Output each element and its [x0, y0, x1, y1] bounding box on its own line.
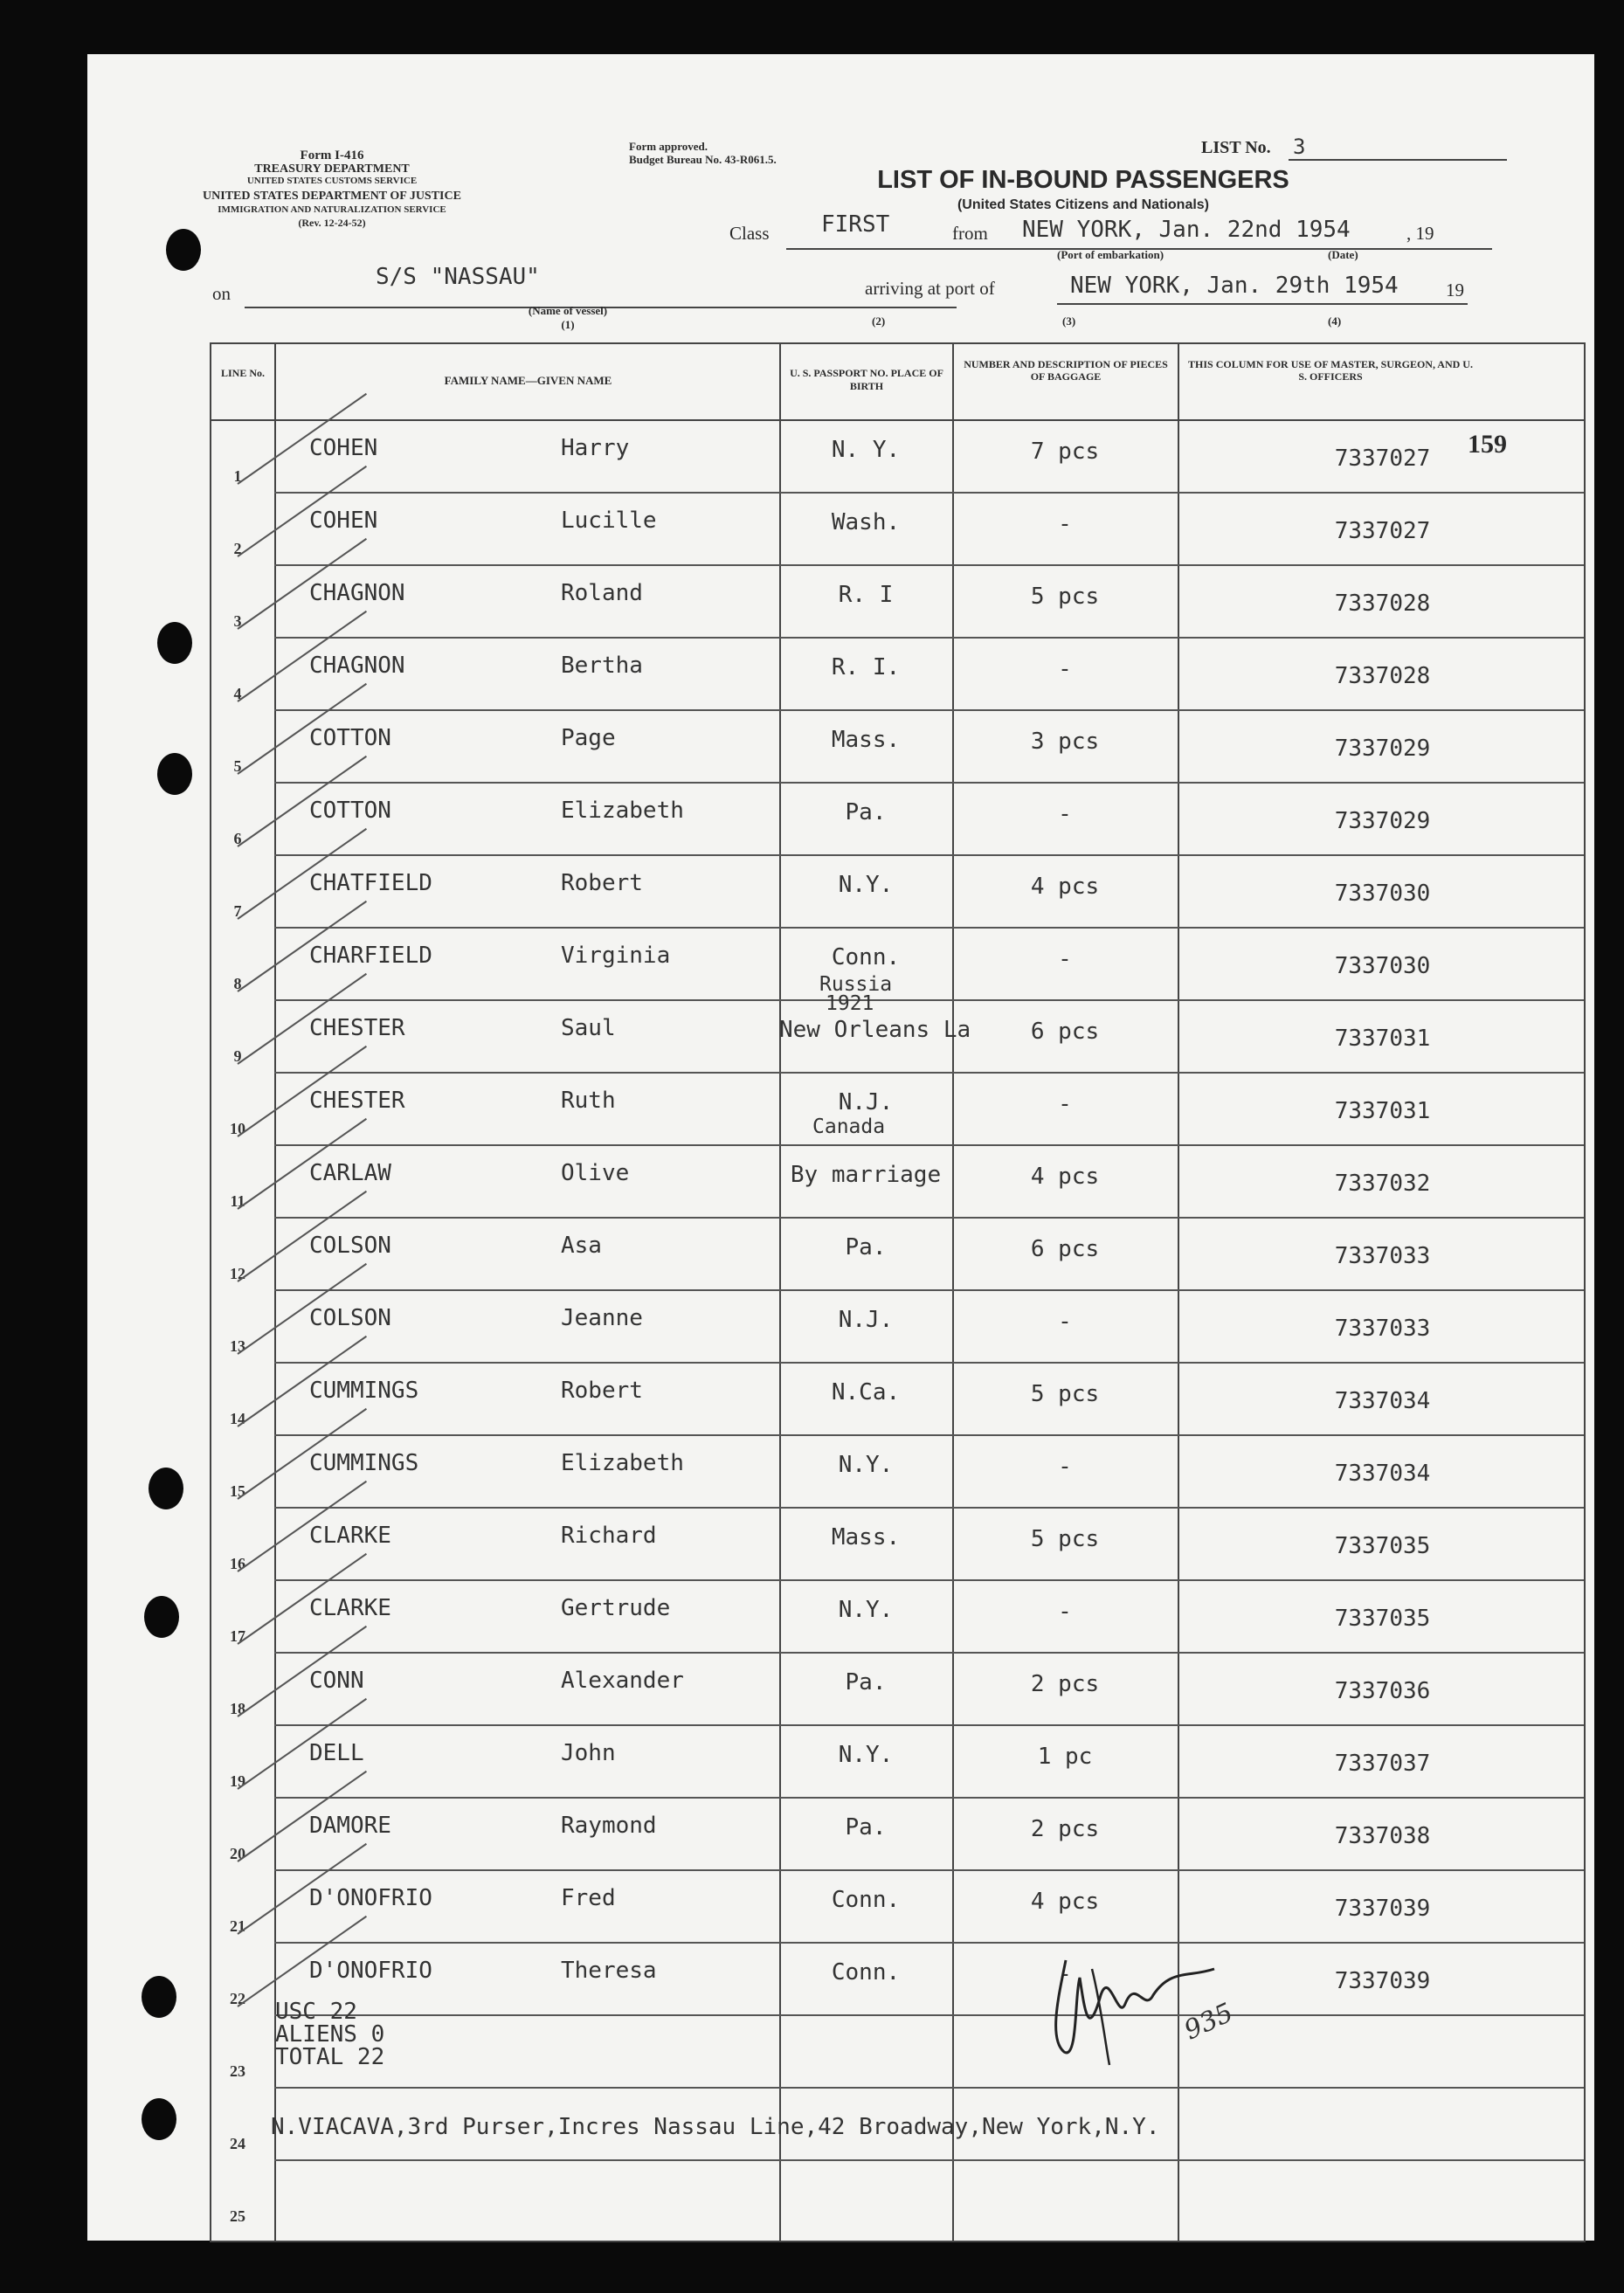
- summary-usc: USC 22: [275, 1999, 357, 2025]
- passenger-table: [210, 342, 1586, 2242]
- given-name: Elizabeth: [561, 798, 684, 824]
- place-of-birth: Conn.: [831, 944, 901, 970]
- officer-code: 7337037: [1334, 1751, 1431, 1777]
- col-num-3: (3): [1062, 314, 1076, 328]
- line-number: 20: [230, 1845, 245, 1862]
- officer-code: 7337035: [1334, 1606, 1431, 1632]
- purser-line: N.VIACAVA,3rd Purser,Incres Nassau Line,42 Broadway,New York,N.Y.: [271, 2114, 1160, 2140]
- officer-code: 7337027: [1334, 445, 1431, 472]
- family-name: CHAGNON: [309, 653, 405, 679]
- given-name: Saul: [561, 1015, 616, 1041]
- date-caption: (Date): [1328, 248, 1358, 261]
- table-row: [211, 1362, 1584, 1434]
- place-of-birth: New Orleans La: [779, 1017, 971, 1043]
- family-name: CHESTER: [309, 1088, 405, 1114]
- summary-total: TOTAL 22: [275, 2044, 385, 2070]
- binder-hole: [149, 1468, 183, 1509]
- baggage: 3 pcs: [1030, 729, 1100, 755]
- baggage: -: [1058, 1309, 1072, 1335]
- table-row: [211, 1942, 1584, 2014]
- justice-dept: UNITED STATES DEPARTMENT OF JUSTICE: [203, 190, 461, 203]
- line-number: 7: [233, 902, 242, 920]
- binder-hole: [157, 622, 192, 664]
- officer-code: 7337030: [1334, 881, 1431, 907]
- year-suffix-2: 19: [1446, 280, 1464, 300]
- officer-code: 7337033: [1334, 1243, 1431, 1269]
- line-number: 23: [230, 2062, 245, 2080]
- place-of-birth: Pa.: [845, 1814, 887, 1841]
- header-officers: THIS COLUMN FOR USE OF MASTER, SURGEON, AND U. S. OFFICERS: [1188, 358, 1473, 383]
- place-of-birth: Conn.: [831, 1959, 901, 1986]
- baggage: 5 pcs: [1030, 1526, 1100, 1552]
- col-num-4: (4): [1328, 314, 1342, 328]
- from-value: NEW YORK, Jan. 22nd 1954: [1022, 217, 1351, 243]
- year-suffix: , 19: [1406, 223, 1434, 244]
- family-name: COLSON: [309, 1305, 391, 1331]
- given-name: Elizabeth: [561, 1450, 684, 1476]
- family-name: CLARKE: [309, 1595, 391, 1621]
- family-name: COHEN: [309, 435, 378, 461]
- place-of-birth: N.Y.: [838, 1742, 894, 1768]
- form-number: Form I-416: [300, 148, 364, 162]
- place-of-birth: By marriage: [790, 1162, 942, 1188]
- binder-hole: [142, 1976, 176, 2018]
- officer-code: 7337027: [1334, 518, 1431, 544]
- line-number: 24: [230, 2135, 245, 2152]
- line-number: 21: [230, 1917, 245, 1935]
- family-name: CHATFIELD: [309, 870, 432, 896]
- place-of-birth: N.Y.: [838, 1597, 894, 1623]
- place-of-birth: Conn.: [831, 1887, 901, 1913]
- signature: [1040, 1943, 1267, 2074]
- place-of-birth: Wash.: [831, 509, 901, 535]
- binder-hole: [142, 2098, 176, 2140]
- form-title: LIST OF IN-BOUND PASSENGERS: [877, 166, 1289, 194]
- ins-service: IMMIGRATION AND NATURALIZATION SERVICE: [218, 204, 446, 215]
- officer-code: 7337033: [1334, 1316, 1431, 1342]
- baggage: -: [1058, 1599, 1072, 1625]
- place-of-birth: N. Y.: [831, 437, 901, 463]
- given-name: Alexander: [561, 1668, 684, 1694]
- from-label: from: [952, 223, 988, 244]
- baggage: 6 pcs: [1030, 1019, 1100, 1045]
- officer-code: 7337028: [1334, 663, 1431, 689]
- baggage: 1 pc: [1037, 1744, 1093, 1770]
- given-name: Asa: [561, 1233, 602, 1259]
- given-name: Jeanne: [561, 1305, 643, 1331]
- line-number: 11: [230, 1192, 245, 1210]
- given-name: Roland: [561, 580, 643, 606]
- baggage: 4 pcs: [1030, 1164, 1100, 1190]
- arriving-label: arriving at port of: [865, 278, 995, 299]
- place-of-birth: Pa.: [845, 1234, 887, 1260]
- family-name: COTTON: [309, 725, 391, 751]
- table-row: [211, 1144, 1584, 1217]
- officer-code: 7337032: [1334, 1171, 1431, 1197]
- baggage: 4 pcs: [1030, 874, 1100, 900]
- class-label: Class: [729, 223, 770, 244]
- table-row: [211, 782, 1584, 854]
- customs-service: UNITED STATES CUSTOMS SERVICE: [246, 176, 418, 186]
- officer-code: 7337039: [1334, 1968, 1431, 1994]
- given-name: Page: [561, 725, 616, 751]
- place-of-birth: Pa.: [845, 1669, 887, 1696]
- line-number: 9: [233, 1047, 242, 1065]
- class-value: FIRST: [821, 211, 890, 238]
- table-row: [211, 1507, 1584, 1579]
- officer-code: 7337028: [1334, 591, 1431, 617]
- family-name: COHEN: [309, 508, 378, 534]
- line-number: 16: [230, 1555, 245, 1572]
- place-of-birth: N.Ca.: [831, 1379, 901, 1405]
- baggage: -: [1058, 1961, 1072, 1987]
- baggage: 6 pcs: [1030, 1236, 1100, 1262]
- family-name: CHARFIELD: [309, 943, 432, 969]
- place-of-birth: Mass.: [831, 727, 901, 753]
- given-name: Raymond: [561, 1813, 657, 1839]
- line-number: 4: [233, 685, 242, 702]
- officer-code: 7337034: [1334, 1461, 1431, 1487]
- baggage: 7 pcs: [1030, 439, 1100, 465]
- line-number: 5: [233, 757, 242, 775]
- place-of-birth: N.J.: [838, 1307, 894, 1333]
- given-name: Virginia: [561, 943, 671, 969]
- vessel-caption: (Name of vessel): [528, 304, 608, 317]
- table-row: [211, 1724, 1584, 1797]
- page-number: 159: [1468, 430, 1507, 459]
- baggage: 2 pcs: [1030, 1816, 1100, 1842]
- place-of-birth: Pa.: [845, 799, 887, 825]
- line-number: 8: [233, 975, 242, 992]
- table-row: [211, 492, 1584, 564]
- place-of-birth: R. I: [838, 582, 894, 608]
- table-row: [211, 1217, 1584, 1289]
- revision: (Rev. 12-24-52): [298, 217, 366, 229]
- baggage: -: [1058, 801, 1072, 827]
- arrival-port-date: NEW YORK, Jan. 29th 1954: [1070, 273, 1399, 299]
- table-row: [211, 709, 1584, 782]
- family-name: DAMORE: [309, 1813, 391, 1839]
- list-label: LIST No.: [1201, 138, 1271, 157]
- table-row: [211, 1072, 1584, 1144]
- officer-code: 7337031: [1334, 1098, 1431, 1124]
- table-row: [211, 1797, 1584, 1869]
- table-row: [211, 999, 1584, 1072]
- place-of-birth: N.Y.: [838, 872, 894, 898]
- line-number: 18: [230, 1700, 245, 1717]
- port-embark-caption: (Port of embarkation): [1057, 248, 1164, 261]
- on-label: on: [212, 283, 231, 304]
- line-number: 1: [233, 467, 242, 485]
- family-name: CUMMINGS: [309, 1450, 419, 1476]
- family-name: CARLAW: [309, 1160, 391, 1186]
- table-row: [211, 1652, 1584, 1724]
- binder-hole: [144, 1596, 179, 1638]
- officer-code: 7337039: [1334, 1896, 1431, 1922]
- family-name: CLARKE: [309, 1523, 391, 1549]
- family-name: COLSON: [309, 1233, 391, 1259]
- line-number: 13: [230, 1337, 245, 1355]
- table-row: [211, 1869, 1584, 1942]
- table-row: [211, 637, 1584, 709]
- table-row: [211, 1579, 1584, 1652]
- header-baggage: NUMBER AND DESCRIPTION OF PIECES OF BAGGAGE: [964, 358, 1168, 383]
- baggage: -: [1058, 656, 1072, 682]
- officer-code: 7337038: [1334, 1823, 1431, 1849]
- summary-aliens: ALIENS 0: [275, 2021, 385, 2048]
- officer-code: 7337035: [1334, 1533, 1431, 1559]
- given-name: Bertha: [561, 653, 643, 679]
- given-name: Ruth: [561, 1088, 616, 1114]
- family-name: CUMMINGS: [309, 1378, 419, 1404]
- birth-note-canada: Canada: [812, 1115, 886, 1138]
- line-number: 25: [230, 2207, 245, 2225]
- line-number: 2: [233, 540, 242, 557]
- given-name: Robert: [561, 1378, 643, 1404]
- officer-code: 7337031: [1334, 1026, 1431, 1052]
- place-of-birth: N.Y.: [838, 1452, 894, 1478]
- family-name: CHAGNON: [309, 580, 405, 606]
- line-number: 19: [230, 1772, 245, 1790]
- baggage: -: [1058, 1454, 1072, 1480]
- given-name: Lucille: [561, 508, 657, 534]
- family-name: COTTON: [309, 798, 391, 824]
- place-of-birth: Mass.: [831, 1524, 901, 1551]
- col-num-2: (2): [872, 314, 886, 328]
- place-of-birth: R. I.: [831, 654, 901, 680]
- baggage: 5 pcs: [1030, 584, 1100, 610]
- place-of-birth: N.J.: [838, 1089, 894, 1115]
- baggage: 2 pcs: [1030, 1671, 1100, 1697]
- line-number: 3: [233, 612, 242, 630]
- baggage: -: [1058, 946, 1072, 972]
- table-row: [211, 419, 1584, 492]
- line-number: 14: [230, 1410, 245, 1427]
- line-number: 15: [230, 1482, 245, 1500]
- given-name: Harry: [561, 435, 630, 461]
- family-name: CHESTER: [309, 1015, 405, 1041]
- line-number: 6: [233, 830, 242, 847]
- list-number: 3: [1293, 135, 1306, 159]
- officer-code: 7337036: [1334, 1678, 1431, 1704]
- vessel-col-num: (1): [561, 318, 575, 331]
- line-number: 17: [230, 1627, 245, 1645]
- header-name: FAMILY NAME—GIVEN NAME: [444, 374, 612, 387]
- given-name: John: [561, 1740, 616, 1766]
- given-name: Gertrude: [561, 1595, 671, 1621]
- family-name: DELL: [309, 1740, 364, 1766]
- binder-hole: [157, 753, 192, 795]
- line-number: 22: [230, 1990, 245, 2007]
- baggage: 4 pcs: [1030, 1889, 1100, 1915]
- officer-code: 7337030: [1334, 953, 1431, 979]
- table-row: [211, 1434, 1584, 1507]
- budget-bureau: Budget Bureau No. 43-R061.5.: [629, 153, 777, 166]
- table-row: [211, 1289, 1584, 1362]
- birth-note-russia: Russia: [819, 973, 893, 996]
- treasury-dept: TREASURY DEPARTMENT: [254, 162, 410, 176]
- family-name: CONN: [309, 1668, 364, 1694]
- table-row: [211, 564, 1584, 637]
- family-name: D'ONOFRIO: [309, 1885, 432, 1911]
- given-name: Olive: [561, 1160, 630, 1186]
- baggage: 5 pcs: [1030, 1381, 1100, 1407]
- given-name: Fred: [561, 1885, 616, 1911]
- form-subtitle: (United States Citizens and Nationals): [957, 197, 1210, 212]
- line-number: 10: [230, 1120, 245, 1137]
- table-row: [211, 854, 1584, 927]
- table-row: [211, 927, 1584, 999]
- birth-note-1921: 1921: [826, 992, 874, 1015]
- baggage: -: [1058, 1091, 1072, 1117]
- line-number: 12: [230, 1265, 245, 1282]
- header-passport: U. S. PASSPORT NO. PLACE OF BIRTH: [790, 367, 943, 392]
- officer-code: 7337029: [1334, 736, 1431, 762]
- given-name: Robert: [561, 870, 643, 896]
- vessel-name: S/S "NASSAU": [376, 264, 540, 290]
- document-page: [87, 54, 1594, 2241]
- given-name: Theresa: [561, 1958, 657, 1984]
- family-name: D'ONOFRIO: [309, 1958, 432, 1984]
- binder-hole: [166, 229, 201, 271]
- officer-code: 7337034: [1334, 1388, 1431, 1414]
- form-approved: Form approved.: [629, 140, 708, 153]
- baggage: -: [1058, 511, 1072, 537]
- officer-code: 7337029: [1334, 808, 1431, 834]
- given-name: Richard: [561, 1523, 657, 1549]
- header-line-no: LINE No.: [220, 367, 265, 379]
- signature-note: 935: [1179, 1997, 1238, 2047]
